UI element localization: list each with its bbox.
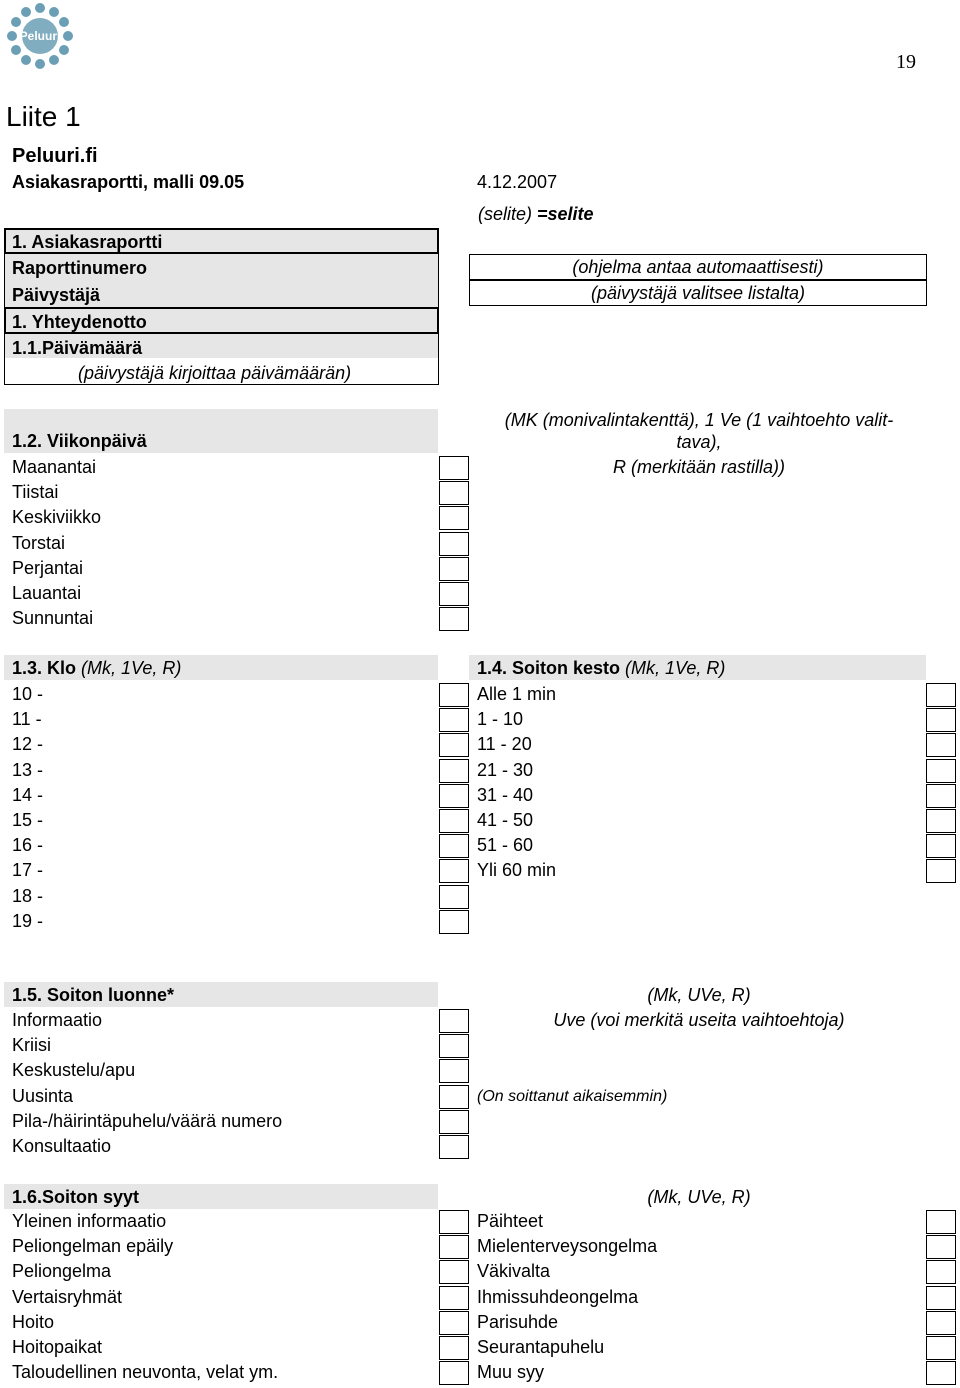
klo-header-num: 1.3. xyxy=(12,658,48,678)
weekday-option-checkbox[interactable] xyxy=(439,582,469,606)
klo-option-checkbox[interactable] xyxy=(439,683,469,707)
luonne-header-num: 1.5. xyxy=(12,985,48,1005)
kesto-option-label: 41 - 50 xyxy=(477,810,534,830)
klo-option-checkbox[interactable] xyxy=(439,784,469,808)
luonne-header-text: Soiton luonne* xyxy=(47,985,175,1005)
syyt-left-option-checkbox[interactable] xyxy=(439,1286,469,1310)
klo-option-label: 18 - xyxy=(12,885,44,906)
luonne-option-label: Keskustelu/apu xyxy=(12,1060,136,1081)
kesto-option-label: Alle 1 min xyxy=(477,684,557,704)
syyt-right-option-checkbox[interactable] xyxy=(926,1336,956,1360)
report-date: 4.12.2007 xyxy=(477,172,558,192)
kesto-option-checkbox[interactable] xyxy=(926,784,956,808)
klo-option-checkbox[interactable] xyxy=(439,733,469,757)
luonne-note-1: (Mk, UVe, R) xyxy=(647,985,751,1005)
report-number-label: Raporttinumero xyxy=(12,258,147,278)
luonne-option-label: Konsultaatio xyxy=(12,1136,112,1156)
weekday-header-text: Viikonpäivä xyxy=(47,431,147,451)
syyt-header: 1.6.Soiton syyt xyxy=(12,1187,140,1207)
yhteydenotto-header: 1. Yhteydenotto xyxy=(12,312,147,332)
luonne-option-checkbox[interactable] xyxy=(439,1059,469,1083)
weekday-note-2: tava), xyxy=(676,432,722,452)
syyt-right-option-checkbox[interactable] xyxy=(926,1311,956,1335)
klo-option-label: 12 - xyxy=(12,734,44,755)
page-number: 19 xyxy=(896,51,916,73)
attendant-field[interactable] xyxy=(469,280,927,306)
syyt-left-option-checkbox[interactable] xyxy=(439,1336,469,1360)
weekday-option-label: Torstai xyxy=(12,532,66,553)
klo-option-label: 16 - xyxy=(12,835,44,856)
syyt-left-option-label: Peliongelma xyxy=(12,1261,112,1282)
syyt-right-option-label: Ihmissuhdeongelma xyxy=(477,1286,639,1307)
weekday-option-checkbox[interactable] xyxy=(439,506,469,530)
klo-option-checkbox[interactable] xyxy=(439,834,469,858)
syyt-right-option-label: Parisuhde xyxy=(477,1311,559,1332)
kesto-option-checkbox[interactable] xyxy=(926,809,956,833)
luonne-option-checkbox[interactable] xyxy=(439,1085,469,1109)
syyt-right-option-label: Muu syy xyxy=(477,1362,545,1383)
syyt-right-option-label: Seurantapuhelu xyxy=(477,1337,605,1357)
syyt-left-option-label: Taloudellinen neuvonta, velat ym. xyxy=(12,1362,279,1383)
klo-header-note: (Mk, 1Ve, R) xyxy=(76,658,182,678)
kesto-option-checkbox[interactable] xyxy=(926,834,956,858)
luonne-header xyxy=(12,983,174,1008)
syyt-right-option-label: Päihteet xyxy=(477,1211,544,1231)
klo-option-checkbox[interactable] xyxy=(439,809,469,833)
syyt-left-option-checkbox[interactable] xyxy=(439,1235,469,1259)
syyt-right-option-label: Väkivalta xyxy=(477,1261,551,1282)
date-label: 1.1.Päivämäärä xyxy=(12,338,143,358)
syyt-right-option-checkbox[interactable] xyxy=(926,1210,956,1234)
weekday-header-num: 1.2. xyxy=(12,431,48,451)
luonne-option-label: Uusinta xyxy=(12,1085,74,1106)
klo-option-checkbox[interactable] xyxy=(439,759,469,783)
klo-option-label: 14 - xyxy=(12,784,44,805)
kesto-option-label: 31 - 40 xyxy=(477,784,534,805)
weekday-option-label: Tiistai xyxy=(12,482,59,503)
kesto-option-label: Yli 60 min xyxy=(477,860,557,881)
logo-text: Peluuri xyxy=(19,29,61,43)
report-number-field[interactable] xyxy=(469,254,927,280)
klo-header-text: Klo xyxy=(47,658,77,678)
syyt-note: (Mk, UVe, R) xyxy=(647,1187,751,1207)
klo-option-checkbox[interactable] xyxy=(439,859,469,883)
weekday-option-label: Lauantai xyxy=(12,583,82,603)
weekday-option-label: Maanantai xyxy=(12,457,97,477)
syyt-left-option-checkbox[interactable] xyxy=(439,1260,469,1284)
syyt-left-option-checkbox[interactable] xyxy=(439,1361,469,1385)
kesto-header-text: Soiton kesto xyxy=(512,658,621,678)
kesto-option-label: 51 - 60 xyxy=(477,835,534,856)
kesto-header-num: 1.4. xyxy=(477,658,513,678)
weekday-option-checkbox[interactable] xyxy=(439,481,469,505)
kesto-option-label: 1 - 10 xyxy=(477,709,524,730)
legend xyxy=(478,202,594,227)
kesto-option-checkbox[interactable] xyxy=(926,859,956,883)
legend-value: =selite xyxy=(537,204,594,224)
klo-option-label: 15 - xyxy=(12,810,44,830)
klo-option-checkbox[interactable] xyxy=(439,708,469,732)
weekday-option-label: Sunnuntai xyxy=(12,608,94,629)
klo-option-checkbox[interactable] xyxy=(439,910,469,934)
syyt-right-option-checkbox[interactable] xyxy=(926,1260,956,1284)
uusinta-note: (On soittanut aikaisemmin) xyxy=(477,1088,668,1105)
kesto-header xyxy=(477,656,725,681)
kesto-header-note: (Mk, 1Ve, R) xyxy=(620,658,726,678)
section1-header: 1. Asiakasraportti xyxy=(12,232,163,252)
syyt-right-option-checkbox[interactable] xyxy=(926,1361,956,1385)
syyt-right-option-checkbox[interactable] xyxy=(926,1286,956,1310)
syyt-left-option-label: Hoitopaikat xyxy=(12,1337,103,1357)
syyt-right-option-label: Mielenterveysongelma xyxy=(477,1236,658,1257)
klo-option-label: 11 - xyxy=(12,709,42,730)
weekday-option-label: Perjantai xyxy=(12,557,84,578)
luonne-option-label: Informaatio xyxy=(12,1010,103,1030)
syyt-left-option-label: Vertaisryhmät xyxy=(12,1286,123,1307)
klo-option-label: 10 - xyxy=(12,684,44,704)
weekday-option-checkbox[interactable] xyxy=(439,532,469,556)
kesto-option-checkbox[interactable] xyxy=(926,733,956,757)
weekday-header xyxy=(12,429,147,454)
luonne-option-label: Kriisi xyxy=(12,1035,51,1056)
report-number-note: (ohjelma antaa automaattisesti) xyxy=(572,257,824,277)
doc-title: Liite 1 xyxy=(6,101,81,132)
syyt-left-option-label: Peliongelman epäily xyxy=(12,1236,174,1257)
kesto-option-label: 11 - 20 xyxy=(477,734,532,755)
weekday-option-checkbox[interactable] xyxy=(439,557,469,581)
syyt-left-option-checkbox[interactable] xyxy=(439,1311,469,1335)
date-note: (päivystäjä kirjoittaa päivämäärän) xyxy=(78,363,352,383)
syyt-left-option-label: Hoito xyxy=(12,1311,55,1332)
peluuri-logo xyxy=(4,2,76,70)
klo-option-checkbox[interactable] xyxy=(439,885,469,909)
klo-option-label: 17 - xyxy=(12,860,44,881)
klo-header xyxy=(12,656,181,681)
syyt-left-option-label: Yleinen informaatio xyxy=(12,1211,167,1231)
luonne-option-checkbox[interactable] xyxy=(439,1009,469,1033)
klo-option-label: 13 - xyxy=(12,759,44,780)
attendant-label: Päivystäjä xyxy=(12,285,101,305)
syyt-right-option-checkbox[interactable] xyxy=(926,1235,956,1259)
weekday-note-3: R (merkitään rastilla)) xyxy=(612,457,786,477)
legend-open: (selite) xyxy=(478,204,538,224)
kesto-option-checkbox[interactable] xyxy=(926,683,956,707)
klo-option-label: 19 - xyxy=(12,910,44,931)
kesto-option-label: 21 - 30 xyxy=(477,759,534,780)
syyt-left-option-checkbox[interactable] xyxy=(439,1210,469,1234)
kesto-option-checkbox[interactable] xyxy=(926,708,956,732)
report-name: Asiakasraportti, malli 09.05 xyxy=(12,172,245,192)
luonne-note-2: Uve (voi merkitä useita vaihtoehtoja) xyxy=(553,1010,845,1030)
attendant-note: (päivystäjä valitsee listalta) xyxy=(590,283,806,303)
site-name: Peluuri.fi xyxy=(12,145,98,167)
luonne-option-checkbox[interactable] xyxy=(439,1135,469,1159)
weekday-option-checkbox[interactable] xyxy=(439,607,469,631)
kesto-option-checkbox[interactable] xyxy=(926,759,956,783)
luonne-option-checkbox[interactable] xyxy=(439,1034,469,1058)
weekday-note-1: (MK (monivalintakenttä), 1 Ve (1 vaihtoehto valit- xyxy=(504,410,894,430)
weekday-option-checkbox[interactable] xyxy=(439,456,469,480)
luonne-option-label: Pila-/häirintäpuhelu/väärä numero xyxy=(12,1110,283,1131)
weekday-option-label: Keskiviikko xyxy=(12,507,102,528)
luonne-option-checkbox[interactable] xyxy=(439,1110,469,1134)
